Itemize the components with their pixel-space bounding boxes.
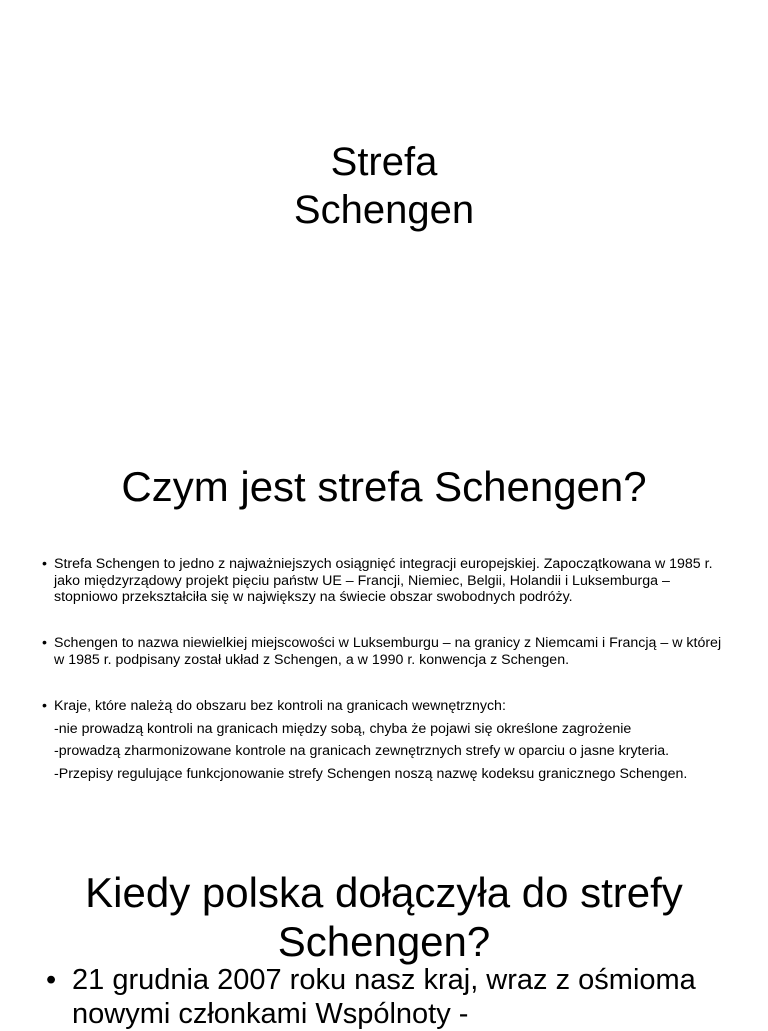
bullet-icon: • — [42, 556, 47, 572]
slide-3-bullet-item — [46, 963, 752, 1031]
bullet-text: Strefa Schengen to jedno z najważniejszych osiągnięć integracji europejskiej. Zapoczątkowana w 1985 r. jako międzyrządowy projekt pięciu państw UE – Francji, Niemiec, Belgii, Holandii i Luksemburga – stopniowo przekształciła się w największy na świecie obszar swobodnych podróży. — [54, 556, 713, 605]
bullet-text: 21 grudnia 2007 roku nasz kraj, wraz z ośmioma nowymi członkami Wspólnoty - — [72, 964, 696, 1030]
slide-2-title: Czym jest strefa Schengen? — [121, 463, 647, 510]
bullet-item — [42, 635, 734, 668]
bullet-icon: • — [42, 698, 47, 714]
bullet-item — [42, 556, 734, 606]
slide-3-title-line-2: Schengen? — [277, 918, 491, 965]
slide-1-title-line-1: Strefa — [330, 140, 438, 184]
bullet-text: Kraje, które należą do obszaru bez kontroli na granicach wewnętrznych: — [54, 698, 506, 714]
bullet-icon: • — [46, 964, 57, 996]
sub-item: -prowadzą zharmonizowane kontrole na granicach zewnętrznych strefy w oparciu o jasne kryteria. — [54, 743, 670, 759]
slide-3-title — [0, 868, 768, 966]
bullet-text: Schengen to nazwa niewielkiej miejscowości w Luksemburgu – na granicy z Niemcami i Francją – w której w 1985 r. podpisany został układ z Schengen, a w 1990 r. konwencja z Schengen. — [54, 635, 722, 668]
sub-item: -nie prowadzą kontroli na granicach między sobą, chyba że pojawi się określone zagrożenie — [54, 721, 632, 737]
slide-3-title-line-1: Kiedy polska dołączyła do strefy — [85, 869, 683, 916]
sub-item: -Przepisy regulujące funkcjonowanie strefy Schengen noszą nazwę kodeksu granicznego Schengen. — [54, 766, 688, 782]
slide-1-title-line-2: Schengen — [293, 188, 475, 232]
bullet-icon: • — [42, 635, 47, 651]
bullet-item — [42, 698, 734, 715]
slide-1-title — [0, 138, 768, 234]
